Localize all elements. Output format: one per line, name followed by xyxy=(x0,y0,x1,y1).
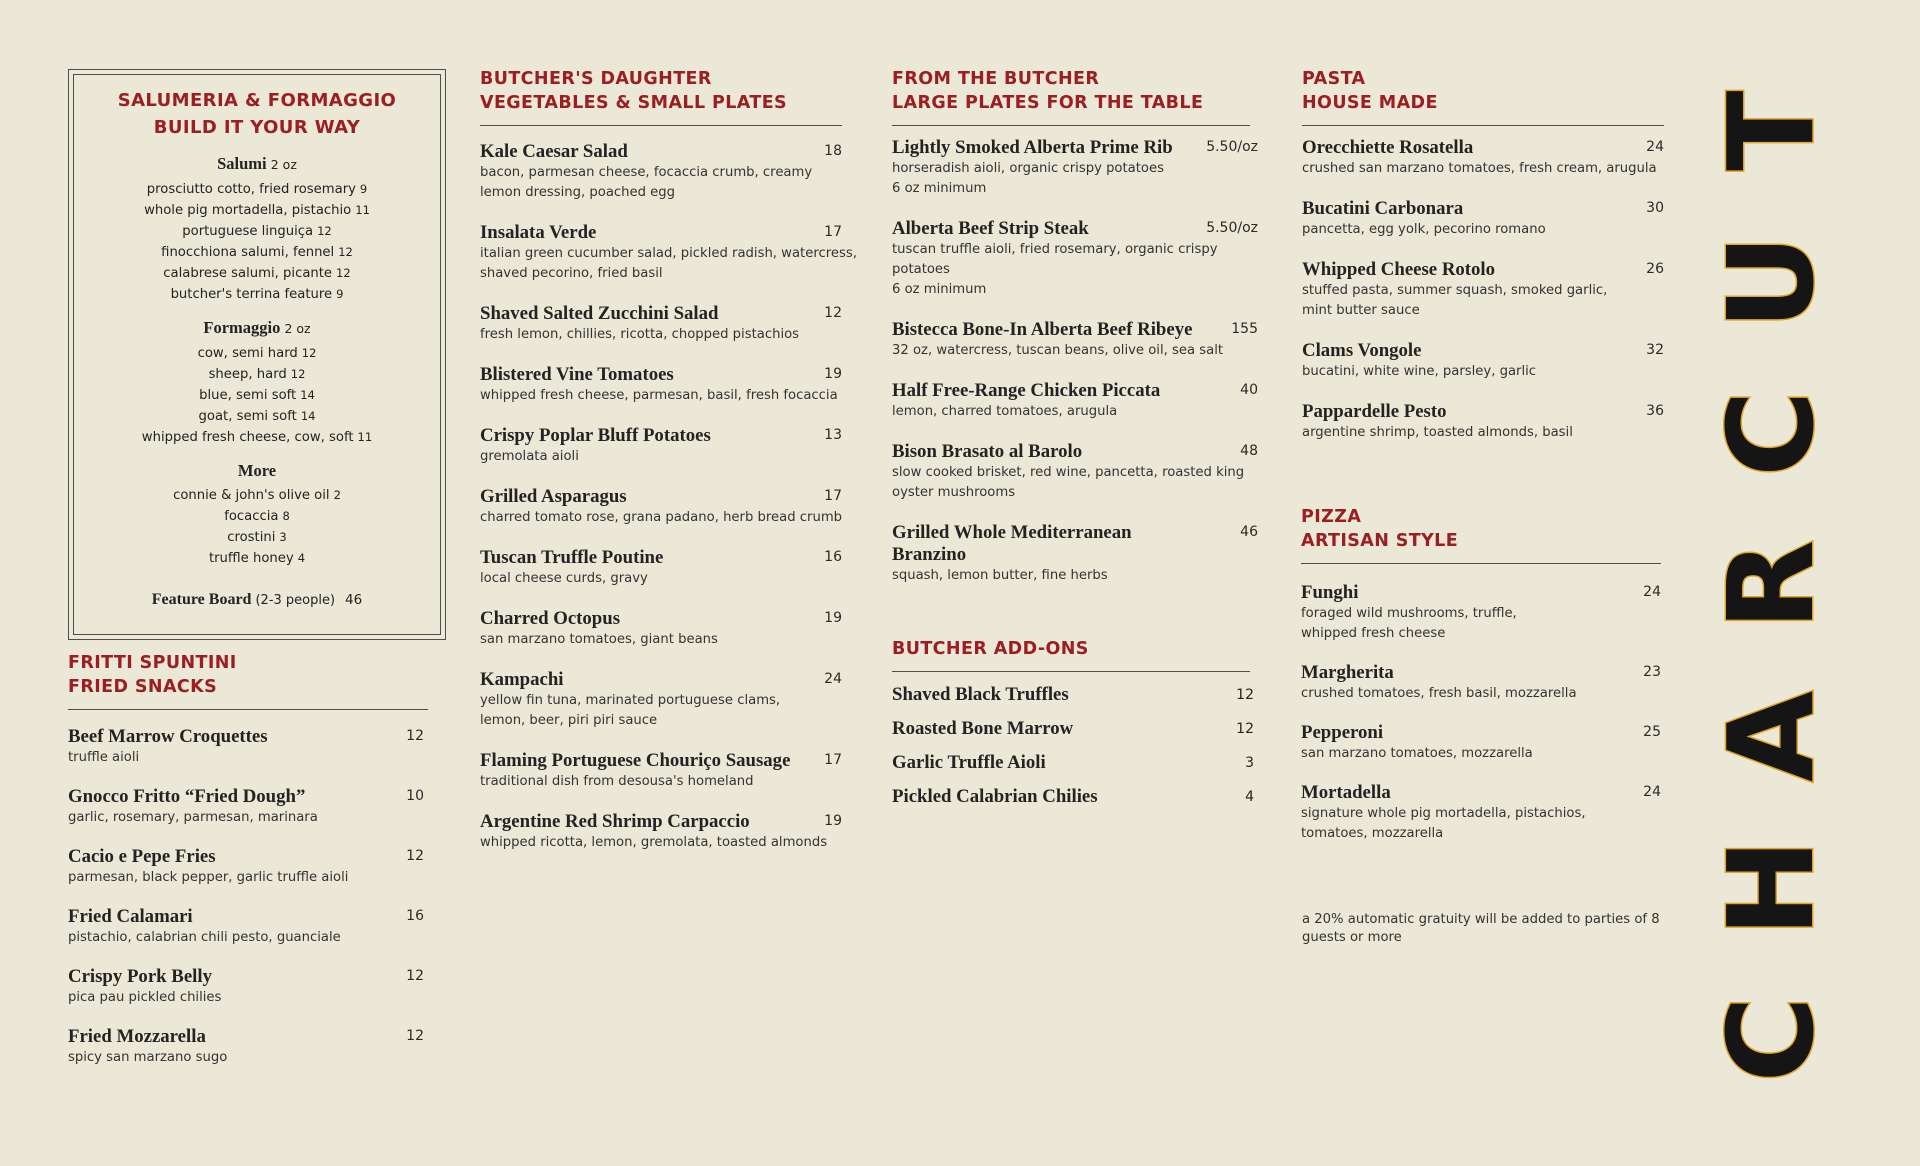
pasta-section xyxy=(1302,67,1664,462)
brand-letter: U xyxy=(1702,234,1840,331)
pizza-rule xyxy=(1301,563,1661,564)
menu-item-price: 16 xyxy=(406,908,424,924)
salumeria-item-name: cow, semi hard xyxy=(197,346,298,361)
menu-item-name: Pappardelle Pesto xyxy=(1302,401,1447,422)
salumeria-item-name: whipped fresh cheese, cow, soft xyxy=(141,430,354,445)
menu-item-price: 12 xyxy=(824,305,842,321)
menu-item xyxy=(892,441,1258,503)
feature-board-note: (2-3 people) xyxy=(255,593,336,608)
salumeria-box-inner xyxy=(73,74,441,635)
menu-item xyxy=(892,319,1258,361)
salumeria-item xyxy=(74,406,440,427)
salumeria-item xyxy=(74,364,440,385)
menu-item-name: Fried Mozzarella xyxy=(68,1026,206,1047)
menu-item-price: 12 xyxy=(406,728,424,744)
menu-item-name: Bucatini Carbonara xyxy=(1302,198,1464,219)
salumeria-item-name: blue, semi soft xyxy=(199,388,297,403)
group-name: More xyxy=(237,461,277,480)
menu-item-name: Blistered Vine Tomatoes xyxy=(480,364,674,385)
butcher-title xyxy=(892,67,1258,115)
fritti-title-line1: FRITTI SPUNTINI xyxy=(68,653,237,673)
salumeria-group-heading xyxy=(74,317,440,340)
menu-item-name: Grilled Whole Mediterranean Branzino xyxy=(892,522,1132,565)
menu-item-name: Gnocco Fritto “Fried Dough” xyxy=(68,786,306,807)
menu-item xyxy=(68,906,428,948)
pasta-rule xyxy=(1302,125,1664,126)
salumeria-title-line1: SALUMERIA & FORMAGGIO xyxy=(117,90,397,111)
salumeria-item-price: 14 xyxy=(300,409,316,423)
butcher-list xyxy=(892,137,1258,586)
salumeria-item-price: 12 xyxy=(336,266,351,280)
brand-letter: H xyxy=(1702,838,1840,938)
gratuity-note: a 20% automatic gratuity will be added to parties of 8 guests or more xyxy=(1302,912,1660,945)
butcher-rule xyxy=(892,125,1250,126)
salumeria-item xyxy=(74,221,440,242)
butcher-title-line1: FROM THE BUTCHER xyxy=(892,69,1100,89)
menu-item xyxy=(892,380,1258,422)
menu-item-price: 46 xyxy=(1240,524,1258,540)
brand-letter: A xyxy=(1702,690,1840,783)
menu-item-name: Kampachi xyxy=(480,669,564,690)
menu-item-name: Kale Caesar Salad xyxy=(480,141,628,162)
menu-item-name: Flaming Portuguese Chouriço Sausage xyxy=(480,750,791,771)
vegetables-title xyxy=(480,67,858,115)
menu-item-description: whipped fresh cheese, parmesan, basil, fresh focaccia xyxy=(480,388,838,403)
salumeria-item-name: sheep, hard xyxy=(208,367,287,382)
salumeria-groups xyxy=(74,153,440,569)
addon-item-name: Garlic Truffle Aioli xyxy=(892,752,1046,773)
menu-item xyxy=(480,425,858,467)
menu-item-description: local cheese curds, gravy xyxy=(480,571,648,586)
menu-item-name: Charred Octopus xyxy=(480,608,620,629)
menu-item xyxy=(480,486,858,528)
menu-item-description: gremolata aioli xyxy=(480,449,579,464)
menu-item xyxy=(1302,259,1664,321)
pasta-title-line1: PASTA xyxy=(1302,69,1366,89)
brand-letter: T xyxy=(1702,90,1840,171)
menu-item-name: Cacio e Pepe Fries xyxy=(68,846,216,867)
menu-item-description: lemon, charred tomatoes, arugula xyxy=(892,404,1118,419)
feature-board-price: 46 xyxy=(345,592,363,608)
menu-item-price: 24 xyxy=(824,671,842,687)
menu-item-name: Beef Marrow Croquettes xyxy=(68,726,268,747)
menu-item-description: 32 oz, watercress, tuscan beans, olive oil, sea salt xyxy=(892,343,1224,358)
menu-item-name: Bistecca Bone-In Alberta Beef Ribeye xyxy=(892,319,1193,340)
salumeria-item-name: truffle honey xyxy=(208,551,294,566)
pizza-title xyxy=(1301,505,1661,553)
salumeria-item xyxy=(74,284,440,305)
menu-item-price: 12 xyxy=(406,848,424,864)
salumeria-title xyxy=(74,87,440,141)
menu-item xyxy=(1301,582,1661,644)
salumeria-item-price: 8 xyxy=(282,509,290,523)
menu-item xyxy=(892,218,1258,300)
butcher-section xyxy=(892,67,1258,820)
menu-item-name: Insalata Verde xyxy=(480,222,597,243)
salumeria-item-name: whole pig mortadella, pistachio xyxy=(144,203,352,218)
menu-item-description: foraged wild mushrooms, truffle, whipped fresh cheese xyxy=(1301,606,1517,641)
menu-item xyxy=(1301,662,1661,704)
menu-item-price: 17 xyxy=(824,752,842,768)
pizza-section xyxy=(1301,505,1661,862)
menu-item xyxy=(1302,401,1664,443)
menu-item-price: 24 xyxy=(1646,139,1664,155)
salumeria-item xyxy=(74,527,440,548)
menu-item-price: 19 xyxy=(824,610,842,626)
salumeria-item-price: 9 xyxy=(359,182,368,196)
pizza-title-line1: PIZZA xyxy=(1301,507,1362,527)
salumeria-item-name: goat, semi soft xyxy=(198,409,297,424)
menu-item xyxy=(480,141,858,203)
salumeria-item xyxy=(74,485,440,506)
salumeria-item-name: calabrese salumi, picante xyxy=(163,266,333,281)
vegetables-title-line2: VEGETABLES & SMALL PLATES xyxy=(480,93,788,113)
vegetables-section xyxy=(480,67,858,872)
addon-item-name: Roasted Bone Marrow xyxy=(892,718,1074,739)
menu-item-price: 36 xyxy=(1646,403,1664,419)
menu-item xyxy=(892,137,1258,199)
group-unit: 2 oz xyxy=(284,321,311,336)
menu-item xyxy=(480,364,858,406)
salumeria-group-heading xyxy=(74,460,440,482)
addon-item-price: 12 xyxy=(1236,721,1254,737)
menu-item-price: 40 xyxy=(1240,382,1258,398)
addon-item xyxy=(892,752,1254,774)
menu-item xyxy=(480,547,858,589)
menu-item-description: whipped ricotta, lemon, gremolata, toasted almonds xyxy=(480,835,828,850)
brand-letter: C xyxy=(1702,390,1840,477)
fritti-title-line2: FRIED SNACKS xyxy=(68,677,218,697)
salumeria-item-price: 3 xyxy=(279,530,287,544)
menu-item-name: Argentine Red Shrimp Carpaccio xyxy=(480,811,750,832)
menu-item-name: Crispy Poplar Bluff Potatoes xyxy=(480,425,711,446)
menu-item-description: spicy san marzano sugo xyxy=(68,1050,228,1065)
salumeria-item xyxy=(74,343,440,364)
menu-item-price: 30 xyxy=(1646,200,1664,216)
addon-item-price: 3 xyxy=(1245,755,1254,771)
menu-item-description: slow cooked brisket, red wine, pancetta, roasted king oyster mushrooms xyxy=(892,465,1245,500)
salumeria-group-list xyxy=(74,485,440,569)
menu-item-description: pistachio, calabrian chili pesto, guanciale xyxy=(68,930,341,945)
menu-item xyxy=(68,786,428,828)
menu-item-price: 5.50/oz xyxy=(1206,220,1258,236)
salumeria-item-name: butcher's terrina feature xyxy=(170,287,333,302)
salumeria-item-price: 11 xyxy=(357,430,373,444)
menu-item-description: horseradish aioli, organic crispy potatoes 6 oz minimum xyxy=(892,161,1164,196)
menu-item-price: 23 xyxy=(1643,664,1661,680)
menu-item-price: 13 xyxy=(824,427,842,443)
menu-item xyxy=(68,1026,428,1068)
menu-item-description: pica pau pickled chilies xyxy=(68,990,222,1005)
salumeria-item-name: focaccia xyxy=(224,509,279,524)
salumeria-item-price: 12 xyxy=(338,245,353,259)
salumeria-item-price: 14 xyxy=(300,388,315,402)
salumeria-item-price: 4 xyxy=(297,551,306,565)
menu-item xyxy=(1301,782,1661,844)
menu-item-price: 25 xyxy=(1643,724,1661,740)
pizza-list xyxy=(1301,582,1661,844)
menu-item xyxy=(480,750,858,792)
addon-item xyxy=(892,718,1254,740)
group-unit: 2 oz xyxy=(270,157,297,172)
menu-item-name: Lightly Smoked Alberta Prime Rib xyxy=(892,137,1173,158)
menu-item-name: Mortadella xyxy=(1301,782,1391,803)
salumeria-item xyxy=(74,242,440,263)
menu-item-description: garlic, rosemary, parmesan, marinara xyxy=(68,810,318,825)
menu-item-price: 155 xyxy=(1231,321,1258,337)
menu-item xyxy=(892,522,1258,586)
menu-item xyxy=(480,222,858,284)
menu-item-description: signature whole pig mortadella, pistachios, tomatoes, mozzarella xyxy=(1301,806,1586,841)
menu-item xyxy=(480,303,858,345)
menu-item-description: argentine shrimp, toasted almonds, basil xyxy=(1302,425,1573,440)
menu-item-name: Shaved Salted Zucchini Salad xyxy=(480,303,719,324)
brand-wordmark xyxy=(1702,55,1840,1115)
menu-item-name: Tuscan Truffle Poutine xyxy=(480,547,664,568)
fritti-rule xyxy=(68,709,428,710)
menu-item-price: 19 xyxy=(824,813,842,829)
menu-item-description: bacon, parmesan cheese, focaccia crumb, creamy lemon dressing, poached egg xyxy=(480,165,813,200)
addon-item-name: Shaved Black Truffles xyxy=(892,684,1069,705)
salumeria-item-price: 12 xyxy=(290,367,306,381)
menu-item-price: 19 xyxy=(824,366,842,382)
menu-item-name: Whipped Cheese Rotolo xyxy=(1302,259,1496,280)
salumeria-item-name: connie & john's olive oil xyxy=(173,488,330,503)
feature-board xyxy=(74,591,440,609)
addons-title: BUTCHER ADD-ONS xyxy=(892,639,1089,659)
menu-item-price: 5.50/oz xyxy=(1206,139,1258,155)
salumeria-item-name: finocchiona salumi, fennel xyxy=(161,245,335,260)
salumeria-item-price: 9 xyxy=(336,287,344,301)
salumeria-item-price: 12 xyxy=(317,224,332,238)
salumeria-item xyxy=(74,506,440,527)
brand-wordmark-svg xyxy=(1702,55,1840,1115)
menu-item-price: 12 xyxy=(406,1028,424,1044)
addon-item-name: Pickled Calabrian Chilies xyxy=(892,786,1098,807)
salumeria-item-price: 12 xyxy=(301,346,317,360)
addons-list xyxy=(892,684,1254,808)
vegetables-list xyxy=(480,141,858,853)
menu-item-price: 17 xyxy=(824,488,842,504)
menu-item xyxy=(1302,198,1664,240)
salumeria-item xyxy=(74,200,440,221)
addons-section xyxy=(892,637,1258,808)
menu-item-description: pancetta, egg yolk, pecorino romano xyxy=(1302,222,1546,237)
menu-item-price: 16 xyxy=(824,549,842,565)
fritti-section xyxy=(68,651,428,1086)
menu-item-name: Crispy Pork Belly xyxy=(68,966,212,987)
menu-item-name: Margherita xyxy=(1301,662,1394,683)
menu-item-description: crushed tomatoes, fresh basil, mozzarella xyxy=(1301,686,1577,701)
menu-item-description: squash, lemon butter, fine herbs xyxy=(892,568,1108,583)
pizza-title-line2: ARTISAN STYLE xyxy=(1301,531,1459,551)
pasta-title-line2: HOUSE MADE xyxy=(1302,93,1438,113)
addon-item xyxy=(892,684,1254,706)
menu-item-description: san marzano tomatoes, giant beans xyxy=(480,632,718,647)
menu-item xyxy=(1302,137,1664,179)
addons-rule xyxy=(892,671,1250,672)
menu-item-name: Orecchiette Rosatella xyxy=(1302,137,1474,158)
butcher-title-line2: LARGE PLATES FOR THE TABLE xyxy=(892,93,1204,113)
menu-item-description: truffle aioli xyxy=(68,750,140,765)
menu-item-description: bucatini, white wine, parsley, garlic xyxy=(1302,364,1537,379)
brand-letter: C xyxy=(1702,995,1840,1083)
menu-item-description: stuffed pasta, summer squash, smoked garlic, mint butter sauce xyxy=(1302,283,1608,318)
menu-item-price: 48 xyxy=(1240,443,1258,459)
addon-item-price: 12 xyxy=(1236,687,1254,703)
menu-item-description: fresh lemon, chillies, ricotta, chopped pistachios xyxy=(480,327,800,342)
vegetables-rule xyxy=(480,125,842,126)
fritti-list xyxy=(68,726,428,1068)
menu-item xyxy=(68,966,428,1008)
menu-item xyxy=(480,608,858,650)
menu-item-name: Half Free-Range Chicken Piccata xyxy=(892,380,1161,401)
group-name: Salumi xyxy=(217,154,267,173)
menu-item-description: crushed san marzano tomatoes, fresh cream, arugula xyxy=(1302,161,1657,176)
feature-board-name: Feature Board xyxy=(151,591,252,608)
menu-item xyxy=(480,811,858,853)
menu-item-description: san marzano tomatoes, mozzarella xyxy=(1301,746,1533,761)
menu-item-description: charred tomato rose, grana padano, herb bread crumb xyxy=(480,510,843,525)
salumeria-item xyxy=(74,385,440,406)
salumeria-item xyxy=(74,548,440,569)
menu-item xyxy=(68,726,428,768)
menu-item-price: 24 xyxy=(1643,784,1661,800)
menu-item-price: 26 xyxy=(1646,261,1664,277)
addon-item-price: 4 xyxy=(1245,789,1254,805)
menu-item-price: 17 xyxy=(824,224,842,240)
menu-item xyxy=(1302,340,1664,382)
menu-item-price: 32 xyxy=(1646,342,1664,358)
salumeria-group-list xyxy=(74,343,440,448)
brand-letter: R xyxy=(1702,539,1840,631)
salumeria-item-name: crostini xyxy=(227,530,276,545)
salumeria-group-list xyxy=(74,179,440,305)
menu-item-name: Fried Calamari xyxy=(68,906,193,927)
menu-item-name: Alberta Beef Strip Steak xyxy=(892,218,1089,239)
pasta-list xyxy=(1302,137,1664,443)
menu-item-description: tuscan truffle aioli, fried rosemary, organic crispy potatoes 6 oz minimum xyxy=(892,242,1218,297)
menu-item-name: Grilled Asparagus xyxy=(480,486,627,507)
menu-item-price: 10 xyxy=(406,788,424,804)
menu-item-name: Pepperoni xyxy=(1301,722,1384,743)
group-name: Formaggio xyxy=(203,318,281,337)
menu-item-name: Bison Brasato al Barolo xyxy=(892,441,1083,462)
addon-item xyxy=(892,786,1254,808)
salumeria-item xyxy=(74,263,440,284)
pasta-title xyxy=(1302,67,1664,115)
salumeria-item-price: 11 xyxy=(355,203,370,217)
menu-item-description: yellow fin tuna, marinated portuguese clams, lemon, beer, piri piri sauce xyxy=(480,693,781,728)
salumeria-item xyxy=(74,427,440,448)
menu-item-description: parmesan, black pepper, garlic truffle aioli xyxy=(68,870,349,885)
salumeria-item-price: 2 xyxy=(333,488,341,502)
salumeria-title-line2: BUILD IT YOUR WAY xyxy=(153,117,361,138)
vegetables-title-line1: BUTCHER'S DAUGHTER xyxy=(480,69,712,89)
menu-item-price: 24 xyxy=(1643,584,1661,600)
menu-item-price: 18 xyxy=(824,143,842,159)
salumeria-item-name: prosciutto cotto, fried rosemary xyxy=(146,182,356,197)
menu-item xyxy=(1301,722,1661,764)
menu-item xyxy=(480,669,858,731)
salumeria-group-heading xyxy=(74,153,440,176)
salumeria-item-name: portuguese linguiça xyxy=(182,224,314,239)
menu-item xyxy=(68,846,428,888)
menu-item-price: 12 xyxy=(406,968,424,984)
salumeria-box xyxy=(68,69,446,640)
salumeria-item xyxy=(74,179,440,200)
menu-item-name: Clams Vongole xyxy=(1302,340,1422,361)
fritti-title xyxy=(68,651,428,699)
menu-item-description: italian green cucumber salad, pickled radish, watercress, shaved pecorino, fried basil xyxy=(480,246,857,281)
menu-item-name: Funghi xyxy=(1301,582,1359,603)
menu-item-description: traditional dish from desousa's homeland xyxy=(480,774,754,789)
